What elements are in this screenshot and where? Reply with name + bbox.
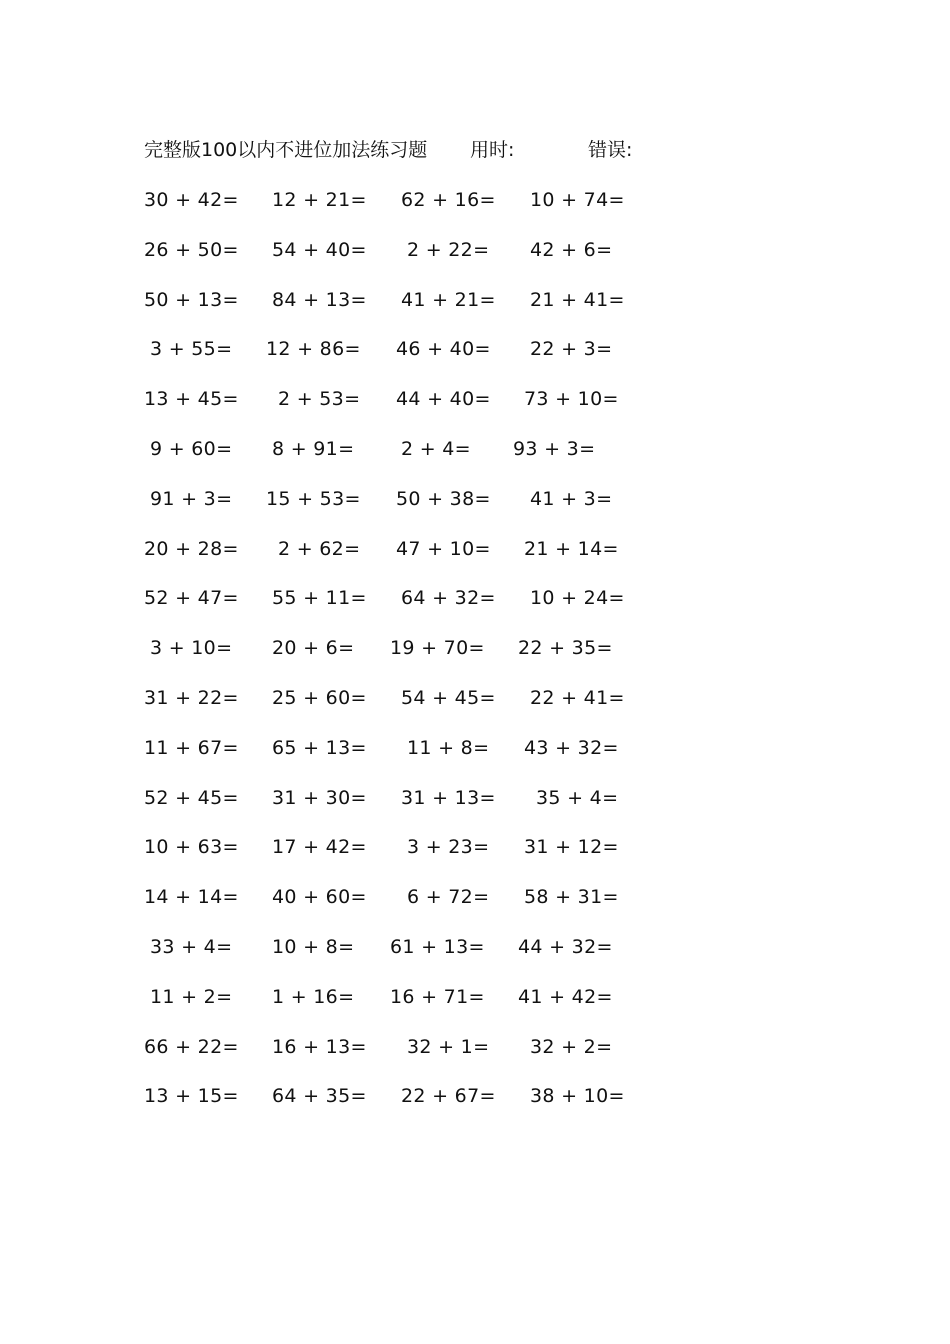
addition-problem: 20 + 28= — [144, 537, 239, 560]
addition-problem: 33 + 4= — [150, 935, 233, 958]
addition-problem: 32 + 1= — [407, 1035, 490, 1058]
addition-problem: 65 + 13= — [272, 736, 367, 759]
addition-problem: 2 + 4= — [401, 437, 471, 460]
problem-row — [0, 1082, 950, 1132]
addition-problem: 22 + 35= — [518, 637, 613, 660]
addition-problem: 50 + 13= — [144, 288, 239, 311]
addition-problem: 2 + 53= — [278, 388, 361, 411]
addition-problem: 26 + 50= — [144, 238, 239, 261]
problem-row — [0, 435, 950, 485]
addition-problem: 54 + 45= — [401, 686, 496, 709]
addition-problem: 10 + 74= — [530, 189, 625, 211]
addition-problem: 22 + 3= — [530, 338, 613, 361]
addition-problem: 64 + 35= — [272, 1085, 367, 1108]
problem-row — [0, 584, 950, 634]
problem-grid — [0, 186, 950, 1132]
addition-problem: 8 + 91= — [272, 437, 355, 460]
addition-problem: 54 + 40= — [272, 238, 367, 261]
problem-row — [0, 784, 950, 834]
addition-problem: 52 + 47= — [144, 587, 239, 610]
addition-problem: 58 + 31= — [524, 886, 619, 909]
addition-problem: 41 + 42= — [518, 985, 613, 1008]
addition-problem: 30 + 42= — [144, 189, 239, 211]
addition-problem: 21 + 14= — [524, 537, 619, 560]
problem-row — [0, 186, 950, 236]
problem-row — [0, 734, 950, 784]
problem-row — [0, 335, 950, 385]
problem-row — [0, 535, 950, 585]
addition-problem: 66 + 22= — [144, 1035, 239, 1058]
addition-problem: 52 + 45= — [144, 786, 239, 809]
problem-row — [0, 485, 950, 535]
addition-problem: 31 + 12= — [524, 836, 619, 859]
addition-problem: 50 + 38= — [396, 487, 491, 510]
addition-problem: 32 + 2= — [530, 1035, 613, 1058]
problem-row — [0, 385, 950, 435]
problem-row — [0, 684, 950, 734]
addition-problem: 2 + 62= — [278, 537, 361, 560]
worksheet-title: 完整版100以内不进位加法练习题 — [144, 139, 428, 161]
addition-problem: 11 + 2= — [150, 985, 233, 1008]
addition-problem: 93 + 3= — [513, 437, 596, 460]
problem-row — [0, 1033, 950, 1083]
addition-problem: 12 + 21= — [272, 189, 367, 211]
addition-problem: 73 + 10= — [524, 388, 619, 411]
addition-problem: 2 + 22= — [407, 238, 490, 261]
addition-problem: 31 + 13= — [401, 786, 496, 809]
errors-label: 错误: — [588, 139, 633, 161]
addition-problem: 31 + 30= — [272, 786, 367, 809]
addition-problem: 35 + 4= — [536, 786, 619, 809]
addition-problem: 10 + 63= — [144, 836, 239, 859]
addition-problem: 40 + 60= — [272, 886, 367, 909]
addition-problem: 10 + 8= — [272, 935, 355, 958]
addition-problem: 42 + 6= — [530, 238, 613, 261]
addition-problem: 44 + 40= — [396, 388, 491, 411]
addition-problem: 41 + 21= — [401, 288, 496, 311]
addition-problem: 10 + 24= — [530, 587, 625, 610]
addition-problem: 55 + 11= — [272, 587, 367, 610]
addition-problem: 6 + 72= — [407, 886, 490, 909]
addition-problem: 11 + 8= — [407, 736, 490, 759]
problem-row — [0, 286, 950, 336]
addition-problem: 12 + 86= — [266, 338, 361, 361]
addition-problem: 20 + 6= — [272, 637, 355, 660]
addition-problem: 16 + 71= — [390, 985, 485, 1008]
addition-problem: 17 + 42= — [272, 836, 367, 859]
addition-problem: 15 + 53= — [266, 487, 361, 510]
addition-problem: 21 + 41= — [530, 288, 625, 311]
time-label: 用时: — [470, 139, 515, 161]
addition-problem: 11 + 67= — [144, 736, 239, 759]
addition-problem: 38 + 10= — [530, 1085, 625, 1108]
addition-problem: 47 + 10= — [396, 537, 491, 560]
problem-row — [0, 833, 950, 883]
addition-problem: 62 + 16= — [401, 189, 496, 211]
addition-problem: 14 + 14= — [144, 886, 239, 909]
addition-problem: 3 + 55= — [150, 338, 233, 361]
addition-problem: 16 + 13= — [272, 1035, 367, 1058]
addition-problem: 22 + 41= — [530, 686, 625, 709]
addition-problem: 64 + 32= — [401, 587, 496, 610]
problem-row — [0, 983, 950, 1033]
addition-problem: 61 + 13= — [390, 935, 485, 958]
addition-problem: 46 + 40= — [396, 338, 491, 361]
addition-problem: 9 + 60= — [150, 437, 233, 460]
addition-problem: 43 + 32= — [524, 736, 619, 759]
addition-problem: 13 + 45= — [144, 388, 239, 411]
addition-problem: 91 + 3= — [150, 487, 233, 510]
problem-row — [0, 634, 950, 684]
addition-problem: 41 + 3= — [530, 487, 613, 510]
problem-row — [0, 933, 950, 983]
addition-problem: 1 + 16= — [272, 985, 355, 1008]
addition-problem: 13 + 15= — [144, 1085, 239, 1108]
addition-problem: 25 + 60= — [272, 686, 367, 709]
addition-problem: 22 + 67= — [401, 1085, 496, 1108]
addition-problem: 3 + 23= — [407, 836, 490, 859]
addition-problem: 19 + 70= — [390, 637, 485, 660]
addition-problem: 3 + 10= — [150, 637, 233, 660]
addition-problem: 44 + 32= — [518, 935, 613, 958]
problem-row — [0, 883, 950, 933]
addition-problem: 31 + 22= — [144, 686, 239, 709]
problem-row — [0, 236, 950, 286]
addition-problem: 84 + 13= — [272, 288, 367, 311]
